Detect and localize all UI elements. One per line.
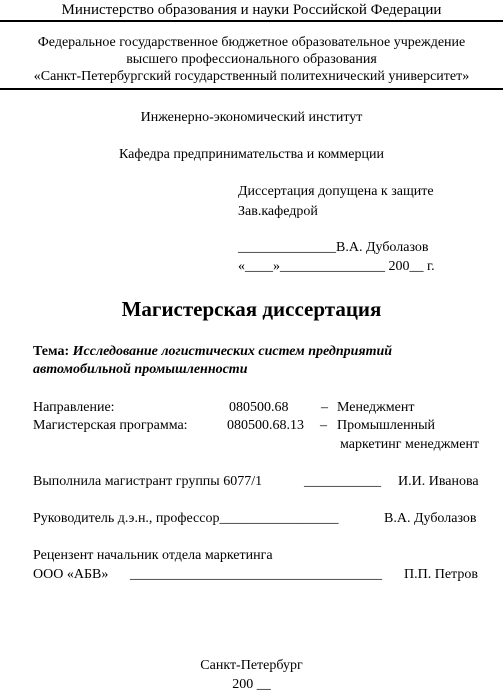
topic-line-1 [33, 343, 392, 361]
org-line-2: высшего профессионального образования [126, 52, 377, 67]
supervisor-name: В.А. Дуболазов [384, 511, 477, 526]
program-label: Магистерская программа: [33, 418, 188, 433]
university-name: «Санкт-Петербургский государственный политехнический университет» [33, 69, 470, 84]
author-name: И.И. Иванова [398, 474, 479, 489]
department-name: Кафедра предпринимательства и коммерции [119, 147, 384, 162]
header-divider-bottom [0, 88, 503, 90]
topic-text-1: Исследование логистических систем предприятий [72, 344, 393, 359]
document-title: Магистерская диссертация [121, 297, 382, 321]
topic-text-2: автомобильной промышленности [33, 362, 248, 377]
program-name-line-2: маркетинг менеджмент [340, 437, 480, 452]
header-divider-top [0, 20, 503, 22]
author-prefix: Выполнила магистрант группы 6077/1 [33, 474, 263, 489]
institute-name: Инженерно-экономический институт [140, 110, 363, 125]
year: 200 __ [232, 677, 271, 692]
ministry-heading: Министерство образования и науки Российской Федерации [61, 2, 442, 18]
direction-name: Менеджмент [337, 400, 415, 415]
reviewer-name: П.П. Петров [404, 567, 478, 582]
author-signature-blank: ___________ [304, 474, 381, 489]
reviewer-line-1: Рецензент начальник отдела маркетинга [33, 548, 273, 563]
supervisor-line: Руководитель д.э.н., профессор_________________ [33, 511, 339, 526]
program-dash: – [320, 418, 327, 433]
reviewer-signature-blank: ____________________________________ [130, 567, 382, 582]
direction-code: 080500.68 [229, 400, 289, 415]
program-name-line-1: Промышленный [337, 418, 435, 433]
topic-label: Тема: [33, 344, 70, 359]
approval-line-1: Диссертация допущена к защите [238, 184, 434, 199]
direction-dash: – [321, 400, 328, 415]
org-line-1: Федеральное государственное бюджетное образовательное учреждение [37, 35, 466, 50]
approval-signature: ______________В.А. Дуболазов [238, 240, 429, 255]
approval-line-2: Зав.кафедрой [238, 204, 318, 219]
reviewer-org: ООО «АБВ» [33, 567, 109, 582]
approval-date: «____»_______________ 200__ г. [238, 259, 435, 274]
program-code: 080500.68.13 [227, 418, 304, 433]
direction-label: Направление: [33, 400, 115, 415]
city: Санкт-Петербург [200, 658, 303, 673]
